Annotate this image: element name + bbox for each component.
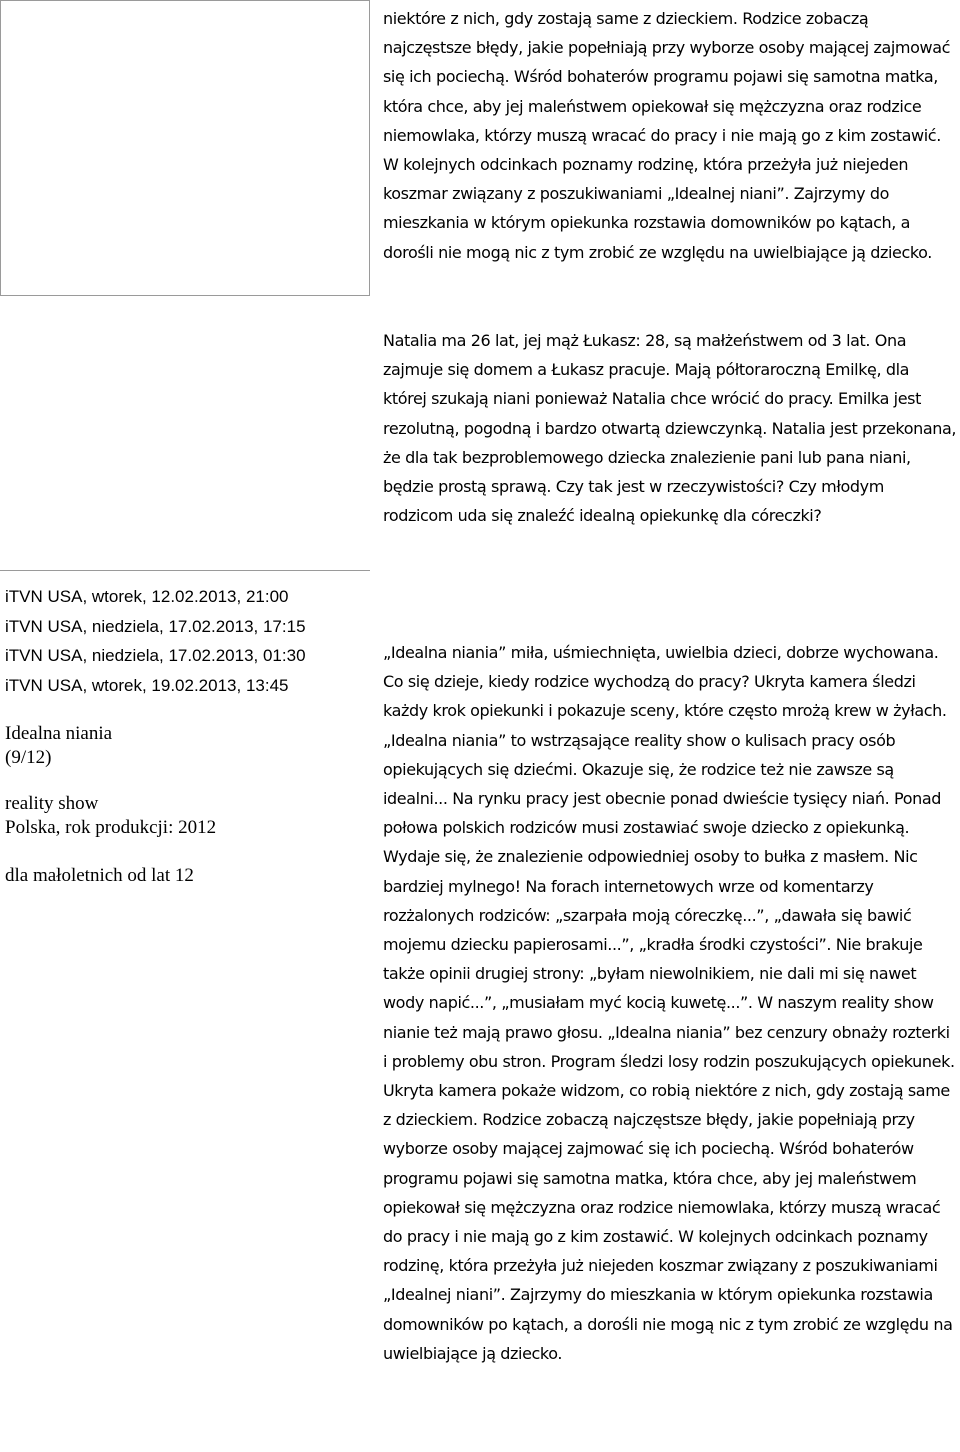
airing-list <box>5 582 365 700</box>
image-frame-divider <box>0 570 370 580</box>
program-genre: reality show <box>5 793 99 814</box>
airing-entry: iTVN USA, wtorek, 12.02.2013, 21:00 <box>5 587 289 606</box>
description-fragment: niektóre z nich, gdy zostają same z dzieckiem. Rodzice zobaczą najczęstsze błędy, jakie popełniają przy wyborze osoby mającej zajmować się ich pociechą. Wśród bohaterów programu pojawi się samotna matka, która chce, aby jej maleństwem opiekował się mężczyzna oraz rodzice niemowlaka, którzy muszą wracać do pracy i nie mają go z kim zostawić. W kolejnych odcinkach poznamy rodzinę, która przeżyła już niejeden koszmar związany z poszukiwaniami „Idealnej niani”. Zajrzymy do mieszkania w którym opiekunka rozstawia domowników po kątach, a dorośli nie mogą nic z tym zrobić ze względu na uwielbiające ją dziecko. <box>383 9 950 262</box>
broadcast-info <box>5 582 365 888</box>
episode-number: (9/12) <box>5 747 52 768</box>
airing-entry: iTVN USA, wtorek, 19.02.2013, 13:45 <box>5 675 289 695</box>
program-title: Idealna niania <box>5 723 113 744</box>
age-rating: dla małoletnich od lat 12 <box>5 865 194 886</box>
airing-entry: iTVN USA, niedziela, 17.02.2013, 17:15 <box>5 616 306 636</box>
episode-summary: Natalia ma 26 lat, jej mąż Łukasz: 28, są małżeństwem od 3 lat. Ona zajmuje się domem a Łukasz pracuje. Mają półtoraroczną Emilkę, dla której szukają niani ponieważ Natalia chce wrócić do pracy. Emilka jest rezolutną, pogodną i bardzo otwartą dziewczynką. Natalia jest przekonana, że dla tak bezproblemowego dziecka znalezienie pani lub pana niani, będzie prostą sprawą. Czy tak jest w rzeczywistości? Czy młodym rodzicom uda się znaleźć idealną opiekunkę dla córeczki? <box>383 331 957 526</box>
airing-entry: iTVN USA, niedziela, 17.02.2013, 01:30 <box>5 646 306 665</box>
production-info: Polska, rok produkcji: 2012 <box>5 817 217 838</box>
image-frame-top <box>0 0 370 296</box>
program-meta <box>5 722 365 888</box>
series-description: „Idealna niania” miła, uśmiechnięta, uwielbia dzieci, dobrze wychowana. Co się dzieje, kiedy rodzice wychodzą do pracy? Ukryta kamera śledzi każdy krok opiekunki i pokazuje sceny, które często mrożą krew w żyłach. „Idealna niania” to wstrząsające reality show o kulisach pracy osób opiekujących się dziećmi. Okazuje się, że rodzice też nie zawsze są idealni... Na rynku pracy jest obecnie ponad dwieście tysięcy niań. Ponad połowa polskich rodziców musi zostawiać swoje dziecko z opiekunką. Wydaje się, że znalezienie odpowiedniej osoby to bułka z masłem. Nic bardziej mylnego! Na forach internetowych wrze od komentarzy rozżalonych rodziców: „szarpała moją córeczkę...”, „dawała się bawić mojemu dziecku papierosami...”, „kradła środki czystości”. Nie brakuje także opinii drugiej strony: „byłam niewolnikiem, nie dali mi się nawet wody napić...”, „musiałam myć kocią kuwetę...”. W naszym reality show nianie też mają prawo głosu. „Idealna niania” bez cenzury obnaży rozterki i problemy obu stron. Program śledzi losy rodzin poszukujących opiekunek. Ukryta kamera pokaże widzom, co robią niektóre z nich, gdy zostają same z dzieckiem. Rodzice zobaczą najczęstsze błędy, jakie popełniają przy wyborze osoby mającej zajmować się ich pociechą. Wśród bohaterów programu pojawi się samotna matka, która chce, aby jej maleństwem opiekował się mężczyzna oraz rodzice niemowlaka, którzy muszą wracać do pracy i nie mają go z kim zostawić. W kolejnych odcinkach poznamy rodzinę, która przeżyła już niejeden koszmar związany z poszukiwaniami „Idealnej niani”. Zajrzymy do mieszkania w którym opiekunka rozstawia domowników po kątach, a dorośli nie mogą nic z tym zrobić ze względu na uwielbiające ją dziecko. <box>383 643 955 1363</box>
